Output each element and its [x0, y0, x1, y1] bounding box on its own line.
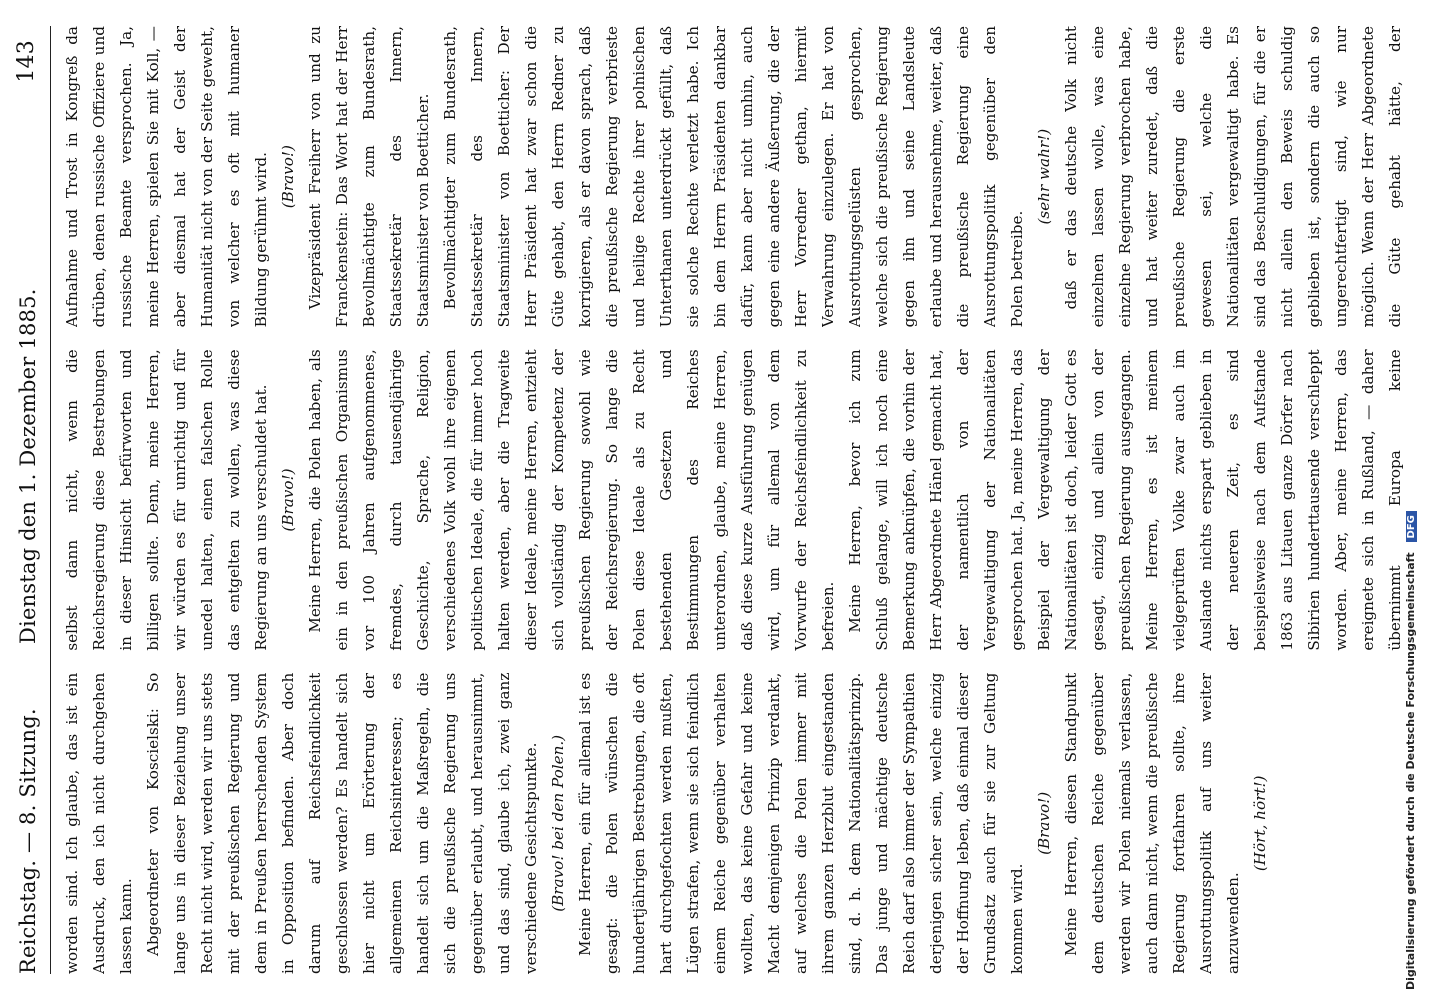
paragraph: (Bravo!) [279, 468, 297, 532]
header-session: Reichstag. — 8. Sitzung. [16, 708, 40, 974]
header-date: Dienstag den 1. Dezember 1885. [16, 288, 40, 644]
paragraph: daß er das deutsche Volk nicht einzelnen lassen wolle, was eine einzelne Regierung verbrochen habe, und hat weiter zuredet, daß die preußische Regierung die erste gewesen sei, welche die Nationalitäten vergewaltigt habe. Es sind das Beschuldigungen, für die er nicht allein den Beweis schuldig geblieben ist, sondern die auch so ungerechtfertigt sind, wie nur möglich. Wenn der Herr Abgeordnete die Güte gehabt hätte, der [1062, 26, 1404, 328]
paragraph: (Bravo!) [279, 145, 297, 209]
paragraph: (sehr wahr!) [1035, 128, 1053, 225]
column-3 [59, 26, 1409, 327]
paragraph: (Bravo!) [1035, 791, 1053, 855]
paragraph: (Bravo! bei den Polen.) [549, 734, 567, 912]
paragraph: Bevollmächtigter zum Bundesrath, Staatssekretär des Innern, Staatsminister von Boetticher: Der Herr Präsident hat zwar schon die Güte gehabt, den Herrn Redner zu korrigieren, als er davon sprach, daß die preußische Regierung verbrieste und heilige Rechte ihrer polnischen Unterthanen unterdrückt gefüllt, daß sie solche Rechte verletzt habe. Ich bin dem Herrn Präsidenten dankbar dafür, kann aber nicht umhin, auch gegen eine andere Äußerung, die der Herr Vorredner gethan, hiermit Verwahrung einzulegen. Er hat von Ausrottungsgelüsten gesprochen, welche sich die preußische Regierung gegen ihn und seine Landsleute erlaube und herausnehme, weiter, daß die preußische Regierung eine Ausrottungspolitik gegenüber den Polen betreibe. [441, 26, 1026, 328]
paragraph: Meine Herren, ein für allemal ist es gesagt: die Polen wünschen die hundertjährigen Bestrebungen, die oft hart durchgefochten werden mußten, Lügen strafen, wenn sie sich feindlich einem Reiche gegenüber verhalten wollten, das keine Gefahr und keine Macht demjenigen Prinzip verdankt, auf welches die Polen immer mit ihrem ganzen Herzblut eingestanden sind, d. h. dem Nationalitätsprinzip. Das junge und mächtige deutsche Reich darf also immer der Sympathien derjenigen sicher sein, welche einzig der Hoffnung leben, daß einmal dieser Grundsatz auch für sie zur Geltung kommen wird. [576, 672, 1026, 974]
paragraph: Meine Herren, diesen Standpunkt dem deutschen Reiche gegenüber werden wir Polen niemals verlassen, auch dann nicht, wenn die preußische Regierung fortfahren sollte, ihre Ausrottungspolitik auf uns weiter anzuwenden. [1062, 672, 1242, 974]
dfg-logo: DFG [1406, 511, 1417, 542]
page-header [10, 26, 51, 974]
column-1 [59, 673, 1409, 974]
paragraph: (Hört, hört!) [1251, 775, 1269, 872]
paragraph: worden sind. Ich glaube, das ist ein Ausdruck, den ich nicht durchgehen lassen kann. [63, 672, 135, 974]
paragraph: Aufnahme und Trost in Kongreß da drüben, denen russische Offiziere und russische Beamte versprochen. Ja, meine Herren, spielen Sie mit Koll, — aber diesmal hat der Geist der Humanität nicht von der Seite geweht, von welcher es oft mit humaner Bildung gerühmt wird. [63, 26, 270, 328]
text-columns [51, 26, 1409, 974]
paragraph: selbst dann nicht, wenn die Reichsregierung diese Bestrebungen in dieser Hinsicht befürworten und billigen sollte. Denn, meine Herren, wir würden es für unrichtig und für unedel halten, einen falschen Rolle das entgelten zu wollen, was diese Regierung an uns verschuldet hat. [63, 349, 270, 651]
column-2 [59, 349, 1409, 650]
page-number: 143 [14, 40, 39, 83]
paragraph: Vizepräsident Freiherr von und zu Franckenstein: Das Wort hat der Herr Bevollmächtigte zum Bundesrath, Staatssekretär des Innern, Staatsminister von Boetticher. [306, 26, 432, 328]
digitization-credit [1404, 10, 1420, 990]
paragraph: Abgeordneter von Koscielski: So lange uns in dieser Beziehung unser Recht nicht wird, werden wir uns stets mit der preußischen Regierung und dem in Preußen herrschenden System in Opposition befinden. Aber doch darum auf Reichsfeindlichkeit geschlossen werden? Es handelt sich hier nicht um Erörterung der allgemeinen Reichsinteressen; es handelt sich um die Maßregeln, die sich die preußische Regierung uns gegenüber erlaubt, und herausnimmt, und das sind, glaube ich, zwei ganz verschiedene Gesichtspunkte. [144, 672, 540, 974]
paragraph: Meine Herren, die Polen haben, als ein in den preußischen Organismus vor 100 Jahren aufgenommenes, fremdes, durch tausendjährige Geschichte, Sprache, Religion, verschiedenes Volk wohl ihre eigenen politischen Ideale, die für immer hoch halten werden, aber die Tragweite dieser Ideale, meine Herren, entzieht sich vollständig der Kompetenz der preußischen Regierung sowohl wie der Reichsregierung. So lange die Polen diese Ideale als zu Recht bestehenden Gesetzen und Bestimmungen des Reiches unterordnen, glaube, meine Herren, daß diese kurze Ausführung genügen wird, um für allemal von dem Vorwurfe der Reichsfeindlichkeit zu befreien. [306, 349, 837, 651]
paragraph: Meine Herren, bevor ich zum Schluß gelange, will ich noch eine Bemerkung anknüpfen, die vorhin der Herr Abgeordnete Hänel gemacht hat, der namentlich von der Vergewaltigung der Nationalitäten gesprochen hat. Ja, meine Herren, das Beispiel der Vergewaltigung der Nationalitäten ist doch, leider Gott es gesagt, einzig und allein von der preußischen Regierung ausgegangen. Meine Herren, es ist meinem vielgeprüften Volke zwar auch im Auslande nichts erspart geblieben in der neueren Zeit, es sind beispielsweise nach dem Aufstande 1863 aus Litauen ganze Dörfer nach Sibirien hunderttausende verschleppt worden. Aber, meine Herren, das ereignete sich in Rußland, — daher übernimmt Europa keine [846, 349, 1404, 651]
credit-text: Digitalisierung gefördert durch die Deutsche Forschungsgemeinschaft [1404, 552, 1417, 990]
